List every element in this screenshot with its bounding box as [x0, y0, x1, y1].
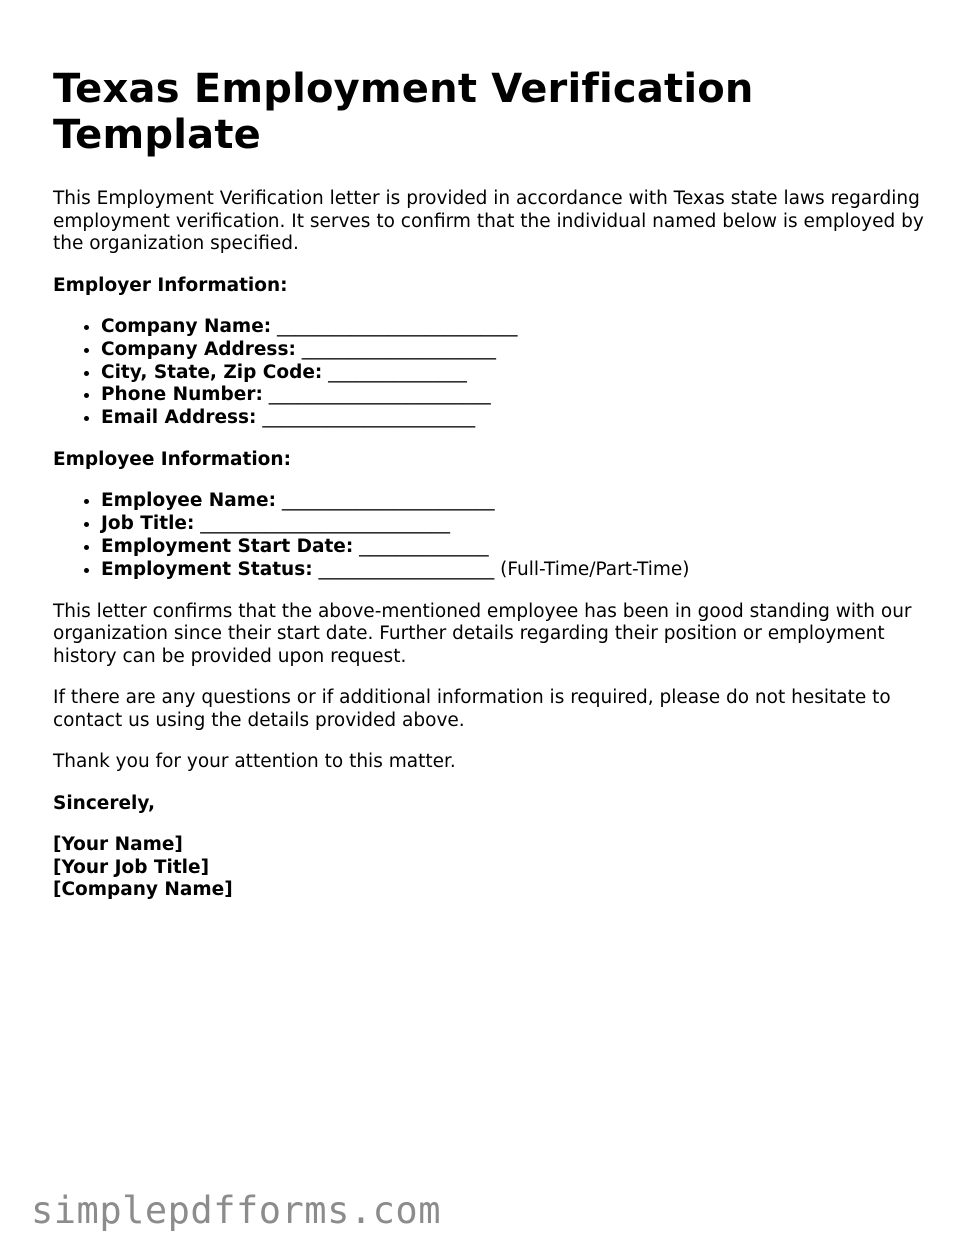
fill-in-blank: ___________________ — [318, 558, 495, 580]
field-label: Employment Status: — [101, 558, 313, 580]
field-label: Job Title: — [101, 513, 195, 535]
list-item — [101, 384, 933, 407]
list-item — [101, 339, 933, 362]
fill-in-blank: __________________________ — [277, 316, 518, 337]
document-title: Texas Employment Verification Template — [53, 66, 754, 158]
field-label: Company Name: — [101, 316, 272, 337]
signature-job-title: [Your Job Title] — [53, 856, 210, 878]
fill-in-blank: ___________________________ — [200, 513, 451, 535]
field-label: Company Address: — [101, 338, 296, 360]
signature-name: [Your Name] — [53, 834, 183, 856]
fill-in-blank: _______________________ — [281, 490, 495, 512]
signature-company: [Company Name] — [53, 879, 233, 901]
list-item — [101, 316, 933, 339]
field-label: Email Address: — [101, 407, 257, 429]
fill-in-blank: _______________________ — [262, 407, 476, 429]
fill-in-blank: ________________________ — [268, 384, 491, 406]
list-item — [101, 362, 933, 385]
confirmation-paragraph: This letter confirms that the above-mentioned employee has been in good standing with our organization since their start date. Further details regarding their position or employment history can be provided upon request. — [53, 600, 912, 667]
employee-field-list — [53, 490, 933, 581]
signature-block — [53, 834, 933, 902]
fill-in-blank: ______________ — [359, 536, 489, 558]
fill-in-blank: _______________ — [328, 361, 467, 383]
fill-in-blank: _____________________ — [301, 338, 496, 360]
questions-paragraph: If there are any questions or if additional information is required, please do not hesitate to contact us using the details provided above. — [53, 687, 891, 731]
field-label: Employee Name: — [101, 490, 276, 512]
list-item — [101, 490, 933, 513]
field-label: Phone Number: — [101, 384, 263, 406]
list-item — [101, 513, 933, 536]
list-item — [101, 407, 933, 430]
document-page — [53, 66, 933, 902]
field-label: City, State, Zip Code: — [101, 361, 323, 383]
field-label: Employment Start Date: — [101, 536, 354, 558]
intro-paragraph: This Employment Verification letter is provided in accordance with Texas state laws regarding employment verification. It serves to confirm that the individual named below is employed by the organization specified. — [53, 188, 924, 254]
list-item — [101, 559, 933, 582]
status-options-note: (Full-Time/Part-Time) — [494, 558, 690, 580]
employee-heading: Employee Information: — [53, 448, 291, 470]
employer-field-list — [53, 316, 933, 430]
site-watermark: simplepdfforms.com — [31, 1189, 441, 1232]
employer-heading: Employer Information: — [53, 274, 288, 296]
closing-salutation: Sincerely, — [53, 792, 156, 814]
thanks-paragraph: Thank you for your attention to this matter. — [53, 751, 456, 773]
list-item — [101, 536, 933, 559]
